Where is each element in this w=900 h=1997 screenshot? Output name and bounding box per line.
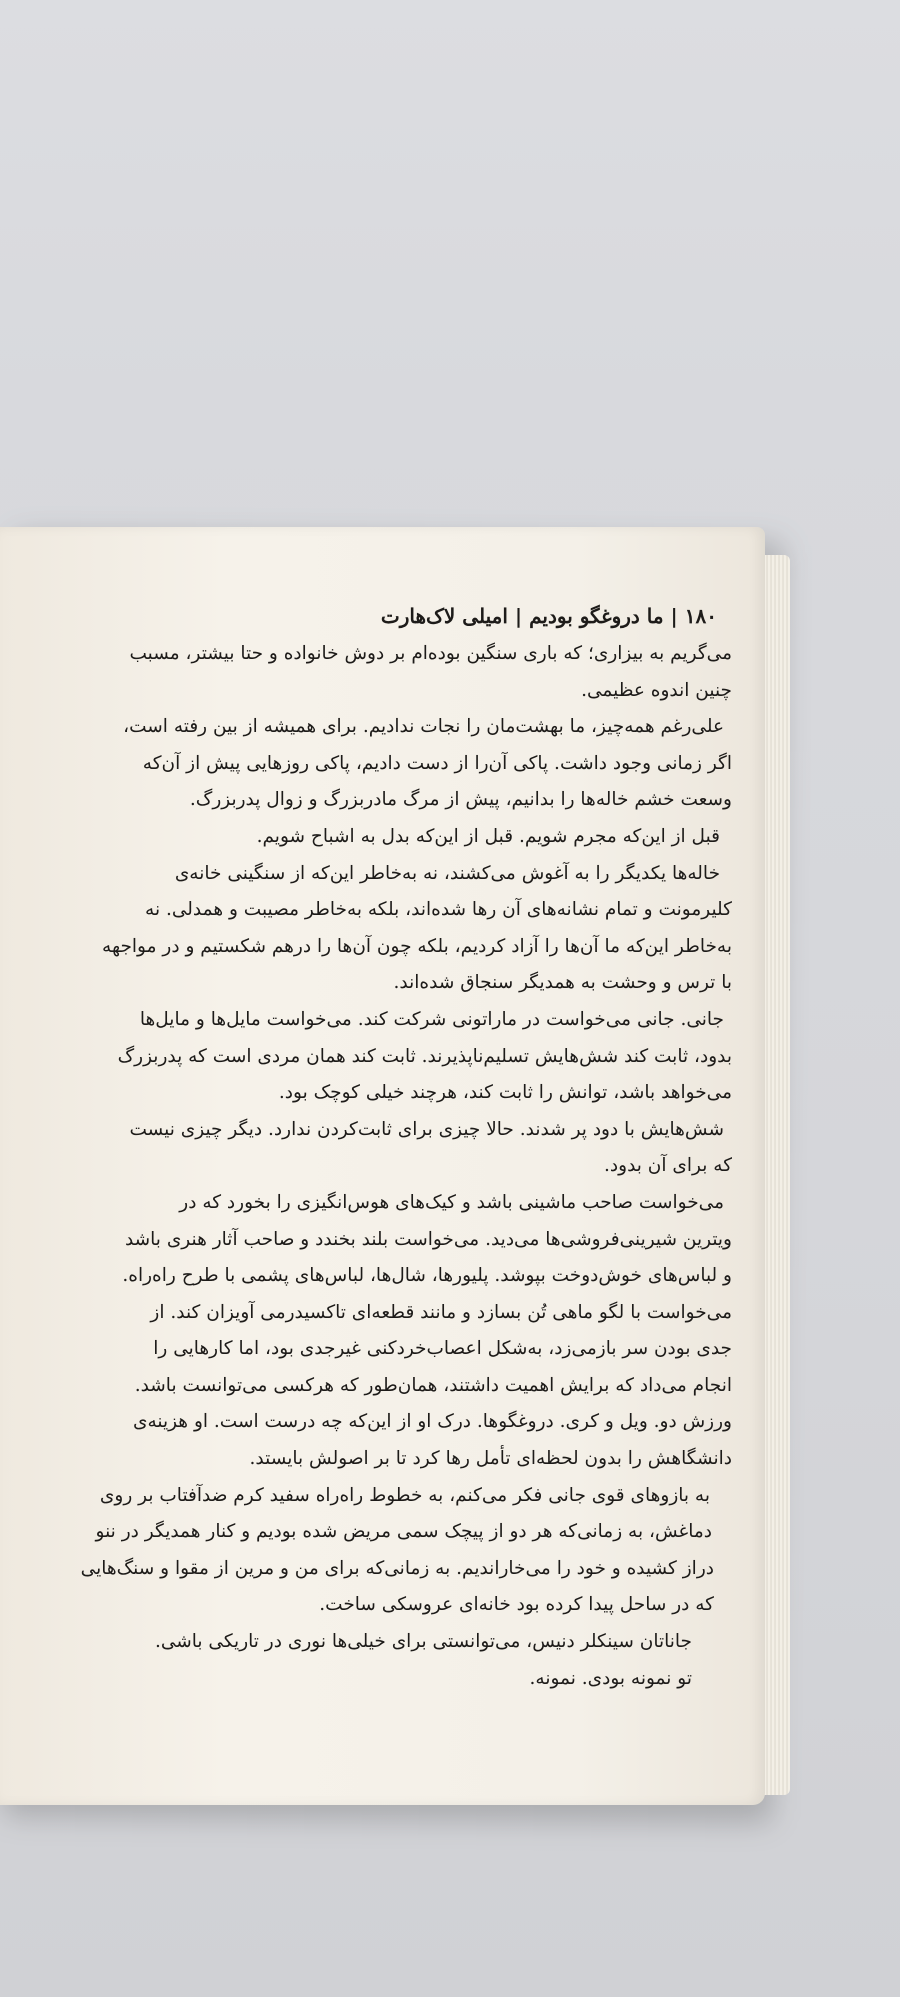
text-line: دماغش، به زمانی‌که هر دو از پیچک سمی مریض شده بودیم و کنار همدیگر در ننو bbox=[95, 1521, 712, 1543]
text-line: می‌خواهد باشد، توانش را ثابت کند، هرچند خیلی کوچک بود. bbox=[278, 1082, 732, 1104]
text-line: جدی بودن سر بازمی‌زد، به‌شکل اعصاب‌خردکنی غیرجدی بود، اما کارهایی را bbox=[153, 1338, 732, 1360]
text-line: قبل از این‌که مجرم شویم. قبل از این‌که بدل به اشباح شویم. bbox=[256, 825, 720, 847]
text-line: به بازوهای قوی جانی فکر می‌کنم، به خطوط راه‌راه سفید کرم ضدآفتاب بر روی bbox=[99, 1484, 710, 1506]
text-line: کلیرمونت و تمام نشانه‌های آن رها شده‌اند، بلکه به‌خاطر مصیبت و همدلی. نه bbox=[145, 899, 732, 921]
text-line: جاناتان سینکلر دنیس، می‌توانستی برای خیلی‌ها نوری در تاریکی باشی. bbox=[154, 1631, 692, 1653]
text-line: که در ساحل پیدا کرده بود خانه‌ای عروسکی ساخت. bbox=[319, 1594, 714, 1616]
text-line: می‌گریم به بیزاری؛ که باری سنگین بوده‌ام بر دوش خانواده و حتا بیشتر، مسبب bbox=[129, 643, 732, 664]
text-line: انجام می‌داد که برایش اهمیت داشتند، همان‌طور که هرکسی می‌توانست باشد. bbox=[134, 1374, 732, 1396]
text-line: می‌خواست با لگو ماهی تُن بسازد و مانند قطعه‌ای تاکسیدرمی آویزان کند. از bbox=[150, 1301, 732, 1323]
text-line: دراز کشیده و خود را می‌خاراندیم. به زمانی‌که برای من و مرین از مقوا و سنگ‌هایی bbox=[80, 1557, 714, 1579]
running-header: ۱۸۰ | ما دروغگو بودیم | امیلی لاک‌هارت bbox=[380, 604, 717, 628]
text-line: به‌خاطر این‌که ما آن‌ها را آزاد کردیم، بلکه چون آن‌ها را درهم شکستیم و در مواجهه bbox=[102, 935, 732, 957]
text-line: ویترین شیرینی‌فروشی‌ها می‌دید. می‌خواست بلند بخندد و صاحب آثار هنری باشد bbox=[124, 1228, 732, 1250]
text-line: اگر زمانی وجود داشت. پاکی آن‌را از دست دادیم، پاکی روزهایی پیش از آن‌که bbox=[142, 752, 732, 774]
text-line: جانی. جانی می‌خواست در ماراتونی شرکت کند. می‌خواست مایل‌ها و مایل‌ها bbox=[139, 1008, 724, 1030]
text-line: خاله‌ها یکدیگر را به آغوش می‌کشند، نه به‌خاطر این‌که از سنگینی خانه‌ی bbox=[174, 862, 720, 884]
text-line: دانشگاهش را بدون لحظه‌ای تأمل رها کرد تا بر اصولش بایستد. bbox=[249, 1448, 732, 1470]
text-line: و لباس‌های خوش‌دوخت بپوشد. پلیورها، شال‌ها، لباس‌های پشمی با طرح راه‌راه. bbox=[122, 1265, 732, 1287]
text-line: بدود، ثابت کند شش‌هایش تسلیم‌ناپذیرند. ثابت کند همان مردی است که پدربزرگ bbox=[117, 1045, 732, 1067]
text-line: ورزش دو. ویل و کری. دروغگوها. درک او از این‌که چه درست است. او هزینه‌ی bbox=[132, 1411, 732, 1433]
text-line: چنین اندوه عظیمی. bbox=[581, 679, 732, 701]
text-line: می‌خواست صاحب ماشینی باشد و کیک‌های هوس‌انگیزی را بخورد که در bbox=[179, 1191, 724, 1213]
page-content bbox=[12, 598, 732, 1697]
text-line: وسعت خشم خاله‌ها را بدانیم، پیش از مرگ مادربزرگ و زوال پدربزرگ. bbox=[189, 789, 732, 811]
text-line: شش‌هایش با دود پر شدند. حالا چیزی برای ثابت‌کردن ندارد. دیگر چیزی نیست bbox=[129, 1118, 724, 1140]
text-line: با ترس و وحشت به همدیگر سنجاق شده‌اند. bbox=[393, 972, 732, 994]
text-line: که برای آن بدود. bbox=[604, 1155, 732, 1177]
text-line: علی‌رغم همه‌چیز، ما بهشت‌مان را نجات ندادیم. برای همیشه از بین رفته است، bbox=[123, 716, 724, 738]
text-line: تو نمونه بودی. نمونه. bbox=[529, 1667, 692, 1689]
